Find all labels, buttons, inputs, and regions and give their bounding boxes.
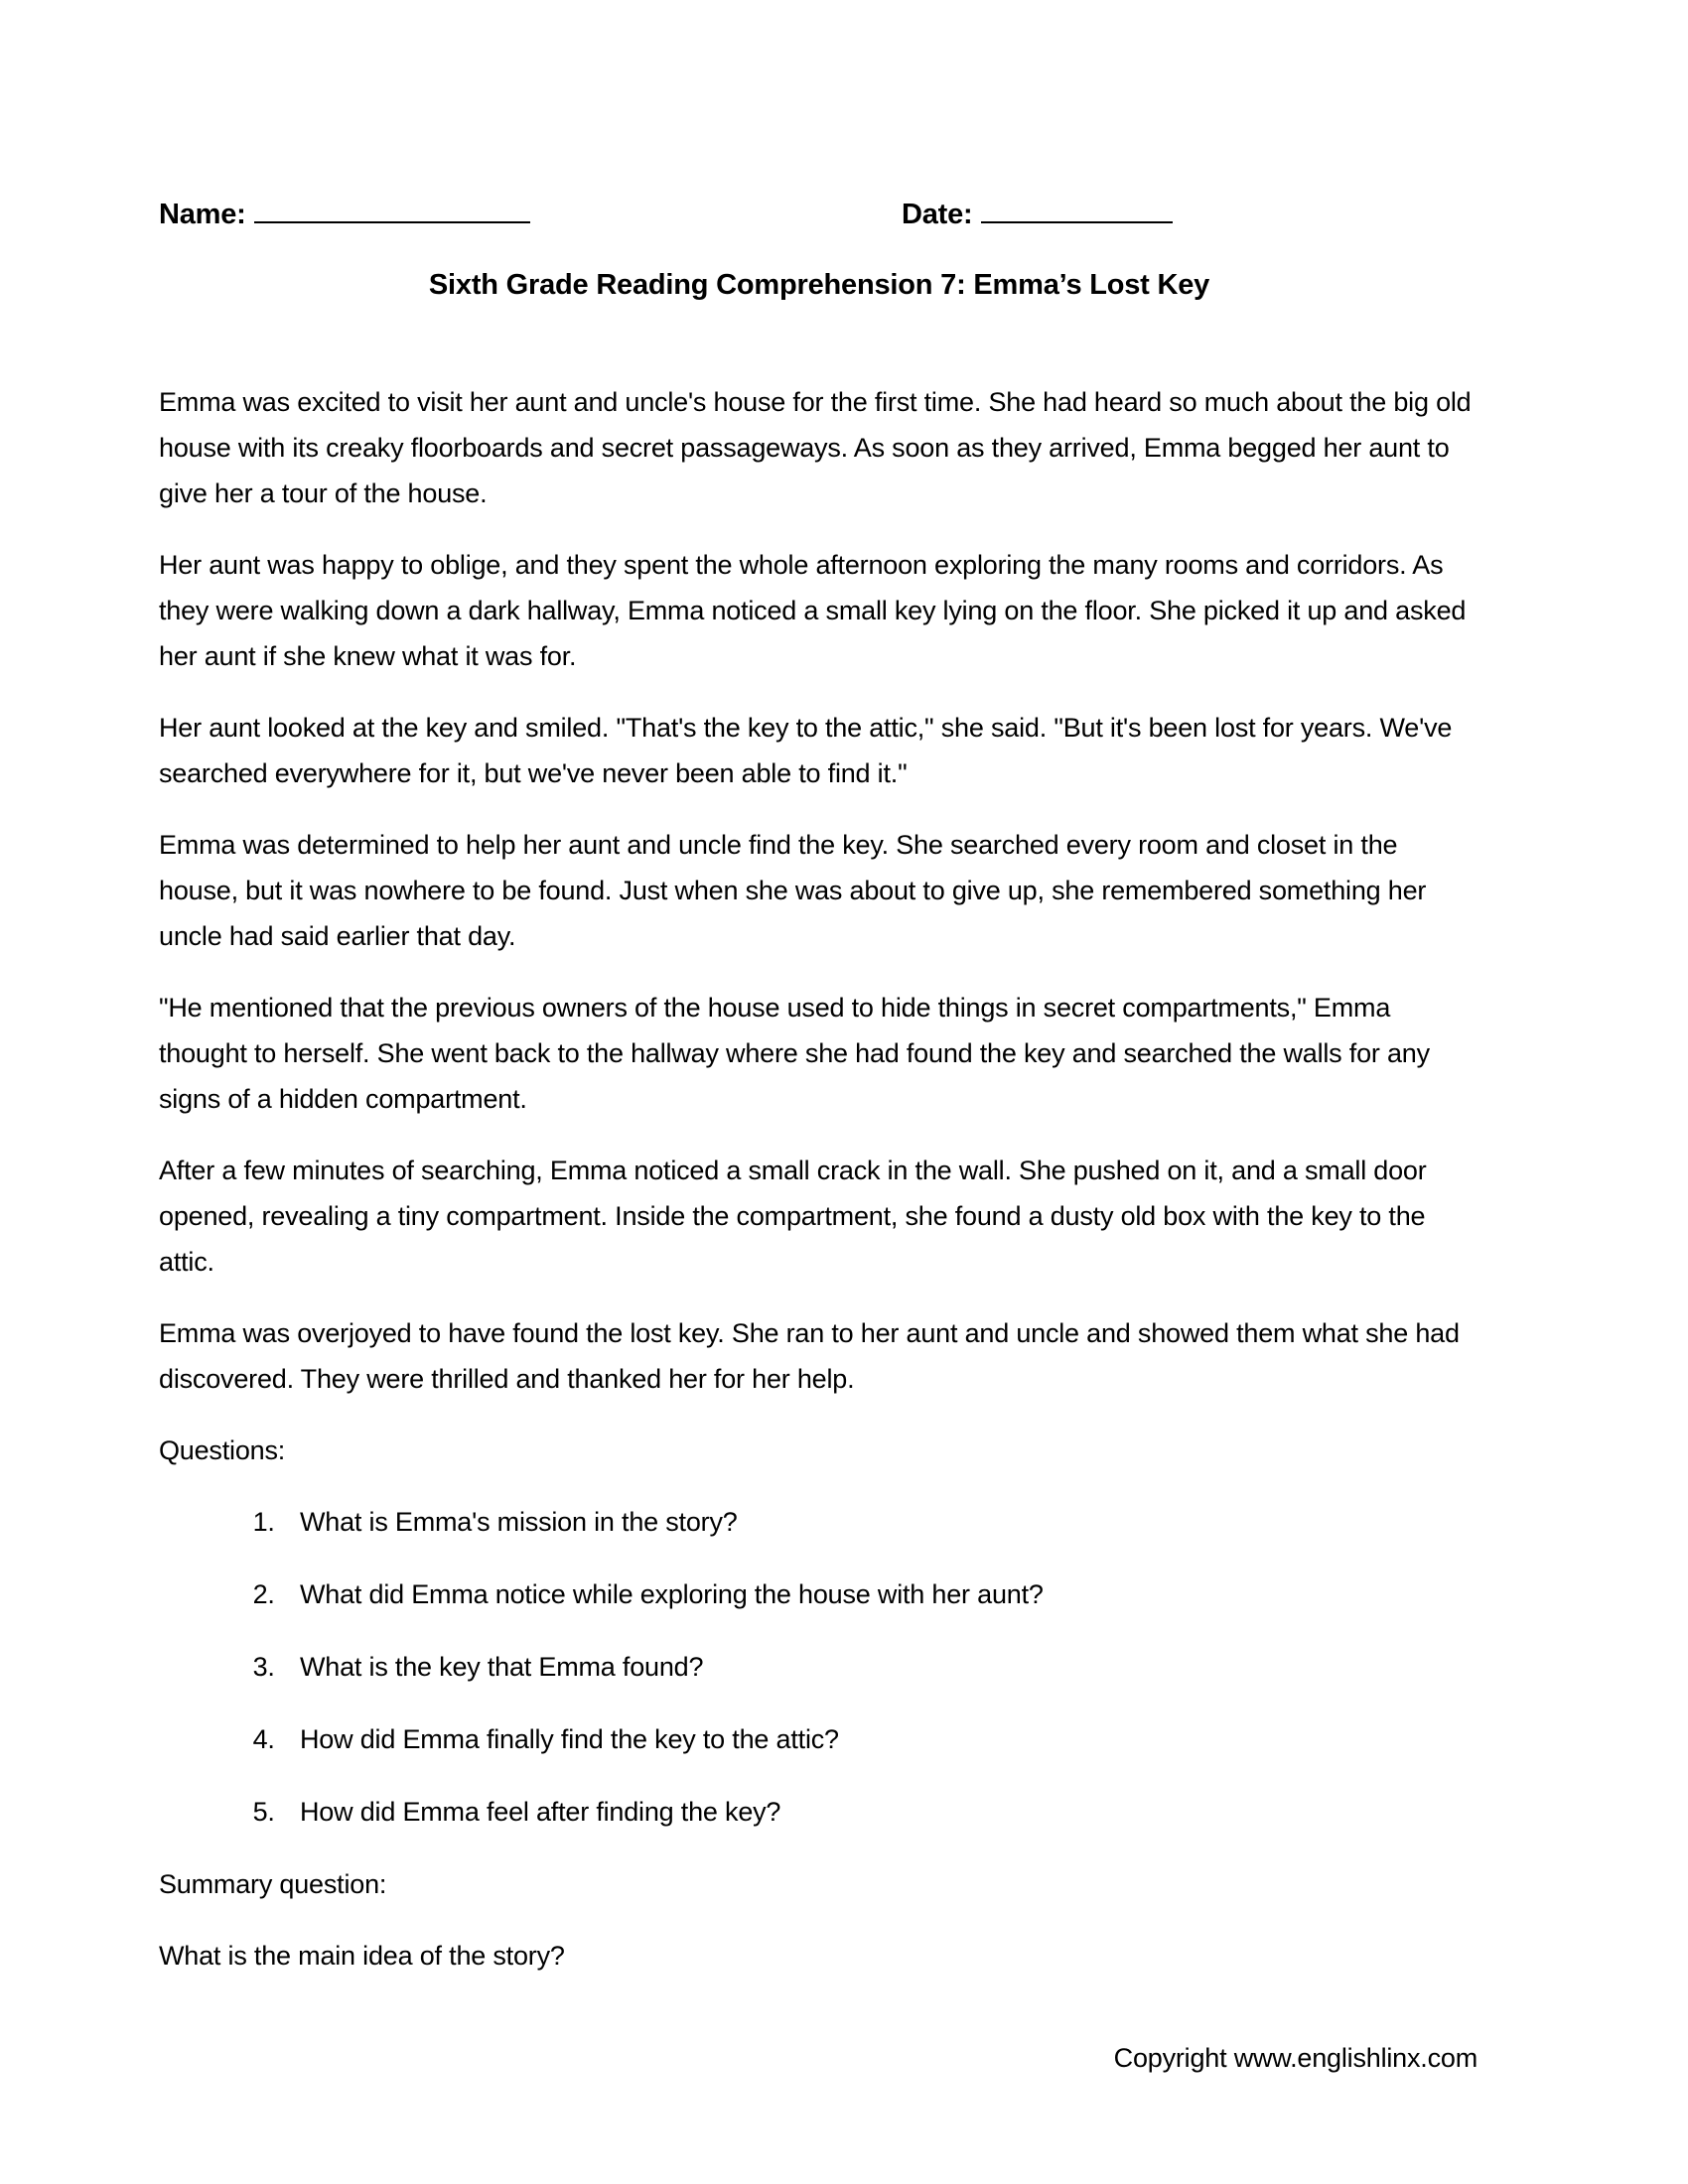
story-paragraph-4: Emma was determined to help her aunt and uncle find the key. She searched every room and closet in the house, but it was nowhere to be found. Just when she was about to give up, she remembered something her uncle had said earlier that day. (159, 830, 1427, 951)
worksheet-header (159, 194, 1479, 239)
date-field (902, 194, 1173, 231)
question-item-1: 1. What is Emma's mission in the story? (282, 1499, 1479, 1545)
date-label: Date: (902, 199, 973, 230)
question-item-2: 2. What did Emma notice while exploring the house with her aunt? (282, 1571, 1479, 1617)
story-paragraph-7: Emma was overjoyed to have found the lost key. She ran to her aunt and uncle and showed them what she had discovered. They were thrilled and thanked her for her help. (159, 1318, 1460, 1394)
name-blank-line (254, 194, 530, 223)
copyright-footer: Copyright www.englishlinx.com (1113, 2043, 1477, 2073)
story-paragraph-5: "He mentioned that the previous owners of the house used to hide things in secret compartments," Emma thought to herself. She went back to the hallway where she had found the key and searched the walls for any signs of a hidden compartment. (159, 993, 1430, 1114)
questions-label: Questions: (159, 1435, 286, 1465)
question-item-4: 4. How did Emma finally find the key to the attic? (282, 1716, 1479, 1762)
name-field (159, 194, 530, 231)
name-label: Name: (159, 199, 246, 230)
story-paragraph-1: Emma was excited to visit her aunt and uncle's house for the first time. She had heard so much about the big old house with its creaky floorboards and secret passageways. As soon as they arrived, Emma begged her aunt to give her a tour of the house. (159, 387, 1472, 508)
summary-question: What is the main idea of the story? (159, 1941, 565, 1971)
story-passage (159, 379, 1479, 1402)
worksheet-title: Sixth Grade Reading Comprehension 7: Emma’s Lost Key (428, 269, 1210, 301)
question-item-3: 3. What is the key that Emma found? (282, 1644, 1479, 1690)
questions-list (159, 1499, 1479, 1835)
story-paragraph-3: Her aunt looked at the key and smiled. "That's the key to the attic," she said. "But it's been lost for years. We've searched everywhere for it, but we've never been able to find it." (159, 713, 1453, 788)
summary-question-label: Summary question: (159, 1869, 387, 1899)
question-item-5: 5. How did Emma feel after finding the key? (282, 1789, 1479, 1835)
date-blank-line (981, 194, 1173, 223)
story-paragraph-2: Her aunt was happy to oblige, and they spent the whole afternoon exploring the many rooms and corridors. As they were walking down a dark hallway, Emma noticed a small key lying on the floor. She picked it up and asked her aunt if she knew what it was for. (159, 550, 1467, 671)
story-paragraph-6: After a few minutes of searching, Emma noticed a small crack in the wall. She pushed on it, and a small door opened, revealing a tiny compartment. Inside the compartment, she found a dusty old box with the key to the attic. (159, 1156, 1427, 1277)
